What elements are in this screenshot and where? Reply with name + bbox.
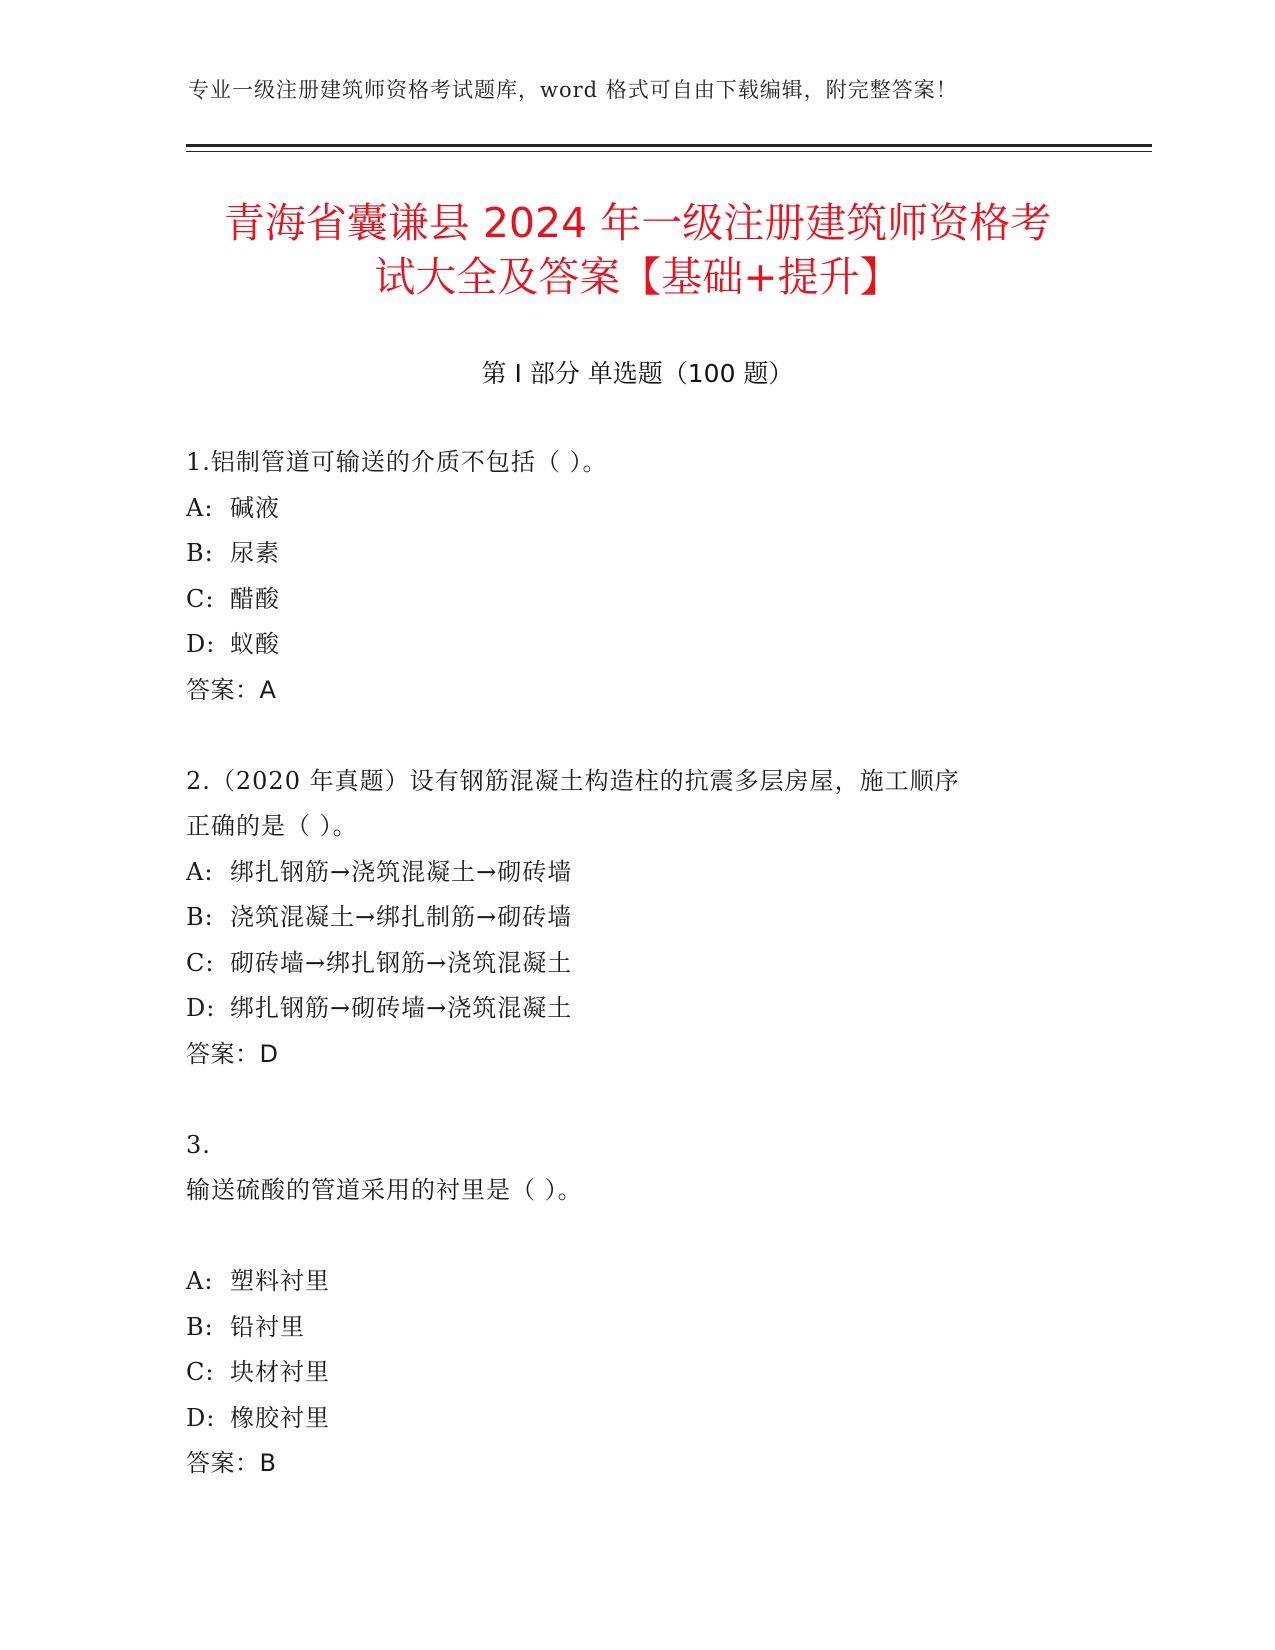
- question-2: [186, 759, 1106, 1078]
- option-text: 尿素: [230, 539, 280, 567]
- option-d: [186, 1396, 1106, 1442]
- stem-spacer: [186, 1214, 1106, 1260]
- option-b: [186, 531, 1106, 577]
- option-c: [186, 941, 1106, 987]
- option-text: 醋酸: [230, 584, 280, 613]
- question-list: [186, 440, 1106, 1487]
- document-title-line-1: 青海省囊谦县 2024 年一级注册建筑师资格考: [223, 199, 1052, 247]
- option-text: 绑扎钢筋→浇筑混凝土→砌砖墙: [230, 857, 573, 886]
- header-rule-thin: [186, 151, 1152, 152]
- option-letter: A:: [186, 1267, 214, 1295]
- option-text: 碱液: [230, 493, 280, 522]
- option-letter: D:: [186, 994, 216, 1022]
- question-stem-continued: 正确的是（ ）。: [186, 812, 358, 840]
- answer: 答案：B: [186, 1449, 277, 1477]
- option-b: [186, 1305, 1106, 1351]
- option-a: [186, 1259, 1106, 1305]
- option-text: 浇筑混凝土→绑扎制筋→砌砖墙: [230, 903, 573, 931]
- option-c: [186, 1350, 1106, 1396]
- section-title: 第 I 部分 单选题（100 题）: [481, 359, 794, 388]
- document-title: [160, 196, 1115, 304]
- question-3: [186, 1123, 1106, 1487]
- option-d: [186, 622, 1106, 668]
- option-text: 橡胶衬里: [230, 1403, 330, 1432]
- option-letter: C:: [186, 948, 215, 977]
- option-text: 块材衬里: [230, 1358, 330, 1386]
- option-letter: A:: [186, 857, 214, 886]
- option-letter: B:: [186, 1312, 214, 1341]
- question-stem: 2.（2020 年真题）设有钢筋混凝土构造柱的抗震多层房屋，施工顺序: [186, 766, 960, 795]
- question-1: [186, 440, 1106, 713]
- question-spacer: [186, 1077, 1106, 1123]
- header-note: 专业一级注册建筑师资格考试题库，word 格式可自由下载编辑，附完整答案！: [188, 78, 958, 102]
- option-letter: B:: [186, 903, 214, 931]
- question-number: 3.: [186, 1130, 211, 1159]
- option-c: [186, 577, 1106, 623]
- question-stem: 输送硫酸的管道采用的衬里是（ ）。: [186, 1176, 583, 1204]
- option-text: 蚁酸: [230, 630, 280, 658]
- header-rule-thick: [186, 144, 1152, 147]
- answer: 答案：A: [186, 675, 277, 704]
- option-letter: C:: [186, 584, 215, 613]
- option-b: [186, 895, 1106, 941]
- option-letter: A:: [186, 493, 214, 522]
- option-letter: C:: [186, 1358, 215, 1386]
- option-text: 铅衬里: [230, 1312, 305, 1341]
- option-a: [186, 486, 1106, 532]
- option-text: 塑料衬里: [230, 1267, 330, 1295]
- answer: 答案：D: [186, 1039, 279, 1068]
- option-letter: D:: [186, 1403, 216, 1432]
- option-a: [186, 850, 1106, 896]
- question-spacer: [186, 713, 1106, 759]
- option-letter: B:: [186, 539, 214, 567]
- option-d: [186, 986, 1106, 1032]
- question-stem: 1.铝制管道可输送的介质不包括（ ）。: [186, 448, 608, 476]
- option-letter: D:: [186, 630, 216, 658]
- option-text: 砌砖墙→绑扎钢筋→浇筑混凝土: [230, 948, 573, 977]
- option-text: 绑扎钢筋→砌砖墙→浇筑混凝土: [230, 994, 573, 1022]
- document-title-line-2: 试大全及答案【基础+提升】: [374, 253, 901, 301]
